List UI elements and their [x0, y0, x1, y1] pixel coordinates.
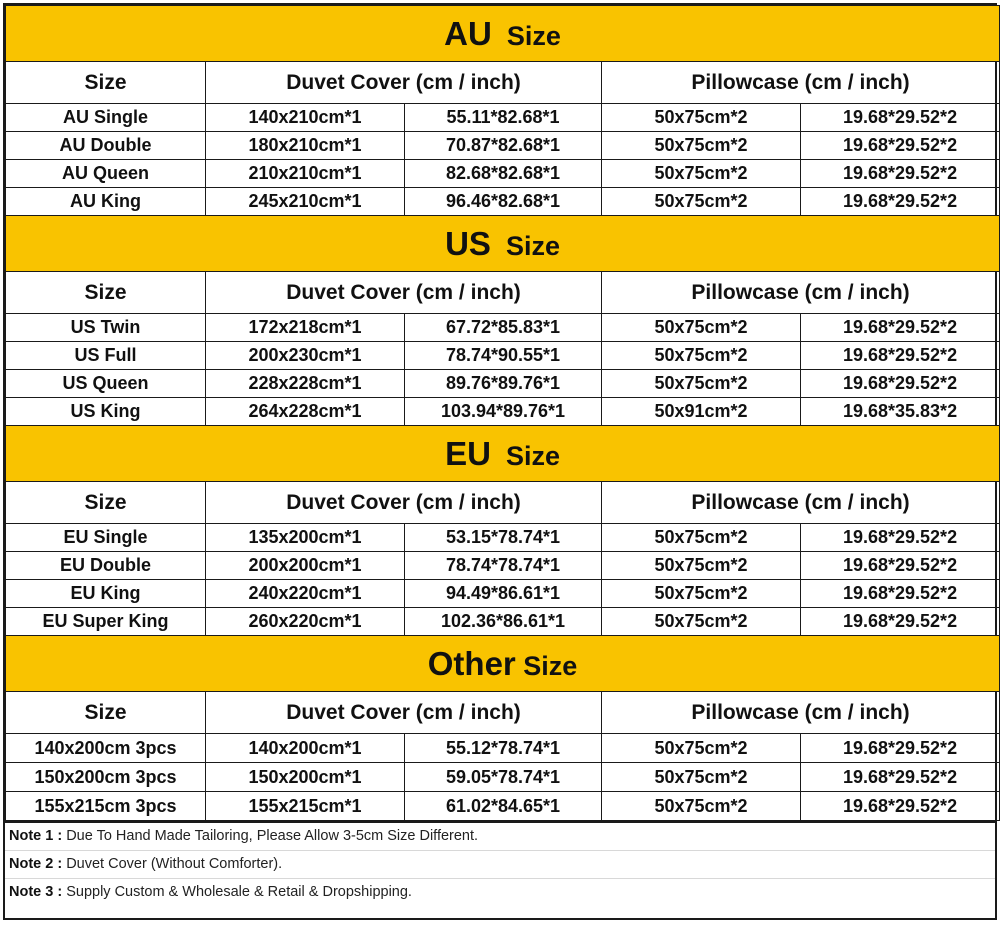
table-row [6, 398, 1000, 426]
duvet-inch: 55.12*78.74*1 [405, 734, 602, 763]
table-row [6, 370, 1000, 398]
table-row [6, 552, 1000, 580]
duvet-inch: 78.74*78.74*1 [405, 552, 602, 580]
size-name: 150x200cm 3pcs [6, 763, 206, 792]
duvet-inch: 94.49*86.61*1 [405, 580, 602, 608]
duvet-inch: 82.68*82.68*1 [405, 160, 602, 188]
duvet-inch: 96.46*82.68*1 [405, 188, 602, 216]
size-name: US Full [6, 342, 206, 370]
section-title: US Size [6, 216, 1000, 272]
duvet-cm: 245x210cm*1 [206, 188, 405, 216]
pillow-cm: 50x75cm*2 [602, 160, 801, 188]
col-header-size: Size [6, 272, 206, 314]
table-row [6, 763, 1000, 792]
note-1: Note 1 : Due To Hand Made Tailoring, Please Allow 3-5cm Size Different. [5, 823, 995, 851]
section-eu [6, 426, 1000, 636]
pillow-cm: 50x75cm*2 [602, 314, 801, 342]
pillow-inch: 19.68*29.52*2 [801, 342, 1000, 370]
table-row [6, 580, 1000, 608]
table-row [6, 608, 1000, 636]
duvet-inch: 78.74*90.55*1 [405, 342, 602, 370]
size-name: US Queen [6, 370, 206, 398]
pillow-inch: 19.68*29.52*2 [801, 792, 1000, 821]
duvet-inch: 67.72*85.83*1 [405, 314, 602, 342]
duvet-cm: 260x220cm*1 [206, 608, 405, 636]
duvet-cm: 140x200cm*1 [206, 734, 405, 763]
pillow-cm: 50x75cm*2 [602, 342, 801, 370]
pillow-inch: 19.68*29.52*2 [801, 370, 1000, 398]
size-name: US Twin [6, 314, 206, 342]
pillow-cm: 50x75cm*2 [602, 580, 801, 608]
pillow-cm: 50x75cm*2 [602, 370, 801, 398]
pillow-inch: 19.68*29.52*2 [801, 132, 1000, 160]
note-3: Note 3 : Supply Custom & Wholesale & Retail & Dropshipping. [9, 884, 412, 900]
section-title: Other Size [6, 636, 1000, 692]
note-2: Note 2 : Duvet Cover (Without Comforter). [5, 851, 995, 879]
notes [5, 821, 995, 906]
table-row [6, 734, 1000, 763]
duvet-cm: 240x220cm*1 [206, 580, 405, 608]
section-other [6, 636, 1000, 821]
size-name: AU Single [6, 104, 206, 132]
pillow-inch: 19.68*29.52*2 [801, 524, 1000, 552]
size-name: 155x215cm 3pcs [6, 792, 206, 821]
pillow-cm: 50x91cm*2 [602, 398, 801, 426]
duvet-cm: 140x210cm*1 [206, 104, 405, 132]
col-header-duvet: Duvet Cover (cm / inch) [206, 692, 602, 734]
size-name: EU Double [6, 552, 206, 580]
col-header-pillowcase: Pillowcase (cm / inch) [602, 482, 1000, 524]
table-row [6, 314, 1000, 342]
size-name: AU Queen [6, 160, 206, 188]
pillow-inch: 19.68*29.52*2 [801, 734, 1000, 763]
duvet-cm: 210x210cm*1 [206, 160, 405, 188]
col-header-duvet: Duvet Cover (cm / inch) [206, 62, 602, 104]
table-row [6, 160, 1000, 188]
pillow-inch: 19.68*29.52*2 [801, 188, 1000, 216]
duvet-inch: 103.94*89.76*1 [405, 398, 602, 426]
duvet-cm: 155x215cm*1 [206, 792, 405, 821]
pillow-inch: 19.68*29.52*2 [801, 104, 1000, 132]
col-header-size: Size [6, 482, 206, 524]
duvet-cm: 200x230cm*1 [206, 342, 405, 370]
size-name: EU Single [6, 524, 206, 552]
col-header-size: Size [6, 62, 206, 104]
table-row [6, 104, 1000, 132]
pillow-inch: 19.68*29.52*2 [801, 552, 1000, 580]
size-name: EU Super King [6, 608, 206, 636]
section-title: EU Size [6, 426, 1000, 482]
table-row [6, 792, 1000, 821]
duvet-inch: 102.36*86.61*1 [405, 608, 602, 636]
size-name: 140x200cm 3pcs [6, 734, 206, 763]
pillow-cm: 50x75cm*2 [602, 734, 801, 763]
table-row [6, 342, 1000, 370]
pillow-cm: 50x75cm*2 [602, 132, 801, 160]
pillow-cm: 50x75cm*2 [602, 104, 801, 132]
duvet-cm: 150x200cm*1 [206, 763, 405, 792]
duvet-cm: 172x218cm*1 [206, 314, 405, 342]
table-row [6, 188, 1000, 216]
pillow-inch: 19.68*29.52*2 [801, 763, 1000, 792]
duvet-cm: 135x200cm*1 [206, 524, 405, 552]
pillow-cm: 50x75cm*2 [602, 763, 801, 792]
duvet-inch: 61.02*84.65*1 [405, 792, 602, 821]
table-row [6, 524, 1000, 552]
duvet-cm: 264x228cm*1 [206, 398, 405, 426]
pillow-inch: 19.68*29.52*2 [801, 580, 1000, 608]
pillow-inch: 19.68*29.52*2 [801, 608, 1000, 636]
duvet-inch: 89.76*89.76*1 [405, 370, 602, 398]
table-row [6, 132, 1000, 160]
size-name: US King [6, 398, 206, 426]
size-name: EU King [6, 580, 206, 608]
pillow-inch: 19.68*29.52*2 [801, 160, 1000, 188]
pillow-inch: 19.68*29.52*2 [801, 314, 1000, 342]
col-header-duvet: Duvet Cover (cm / inch) [206, 482, 602, 524]
size-name: AU King [6, 188, 206, 216]
section-us [6, 216, 1000, 426]
duvet-inch: 59.05*78.74*1 [405, 763, 602, 792]
duvet-inch: 70.87*82.68*1 [405, 132, 602, 160]
col-header-duvet: Duvet Cover (cm / inch) [206, 272, 602, 314]
col-header-pillowcase: Pillowcase (cm / inch) [602, 692, 1000, 734]
col-header-size: Size [6, 692, 206, 734]
pillow-inch: 19.68*35.83*2 [801, 398, 1000, 426]
pillow-cm: 50x75cm*2 [602, 552, 801, 580]
pillow-cm: 50x75cm*2 [602, 188, 801, 216]
duvet-inch: 53.15*78.74*1 [405, 524, 602, 552]
duvet-cm: 228x228cm*1 [206, 370, 405, 398]
section-title: AU Size [6, 6, 1000, 62]
duvet-cm: 180x210cm*1 [206, 132, 405, 160]
size-chart [3, 3, 997, 920]
pillow-cm: 50x75cm*2 [602, 524, 801, 552]
size-name: AU Double [6, 132, 206, 160]
col-header-pillowcase: Pillowcase (cm / inch) [602, 62, 1000, 104]
duvet-inch: 55.11*82.68*1 [405, 104, 602, 132]
size-table [5, 5, 1000, 821]
col-header-pillowcase: Pillowcase (cm / inch) [602, 272, 1000, 314]
pillow-cm: 50x75cm*2 [602, 608, 801, 636]
duvet-cm: 200x200cm*1 [206, 552, 405, 580]
section-au [6, 6, 1000, 216]
pillow-cm: 50x75cm*2 [602, 792, 801, 821]
